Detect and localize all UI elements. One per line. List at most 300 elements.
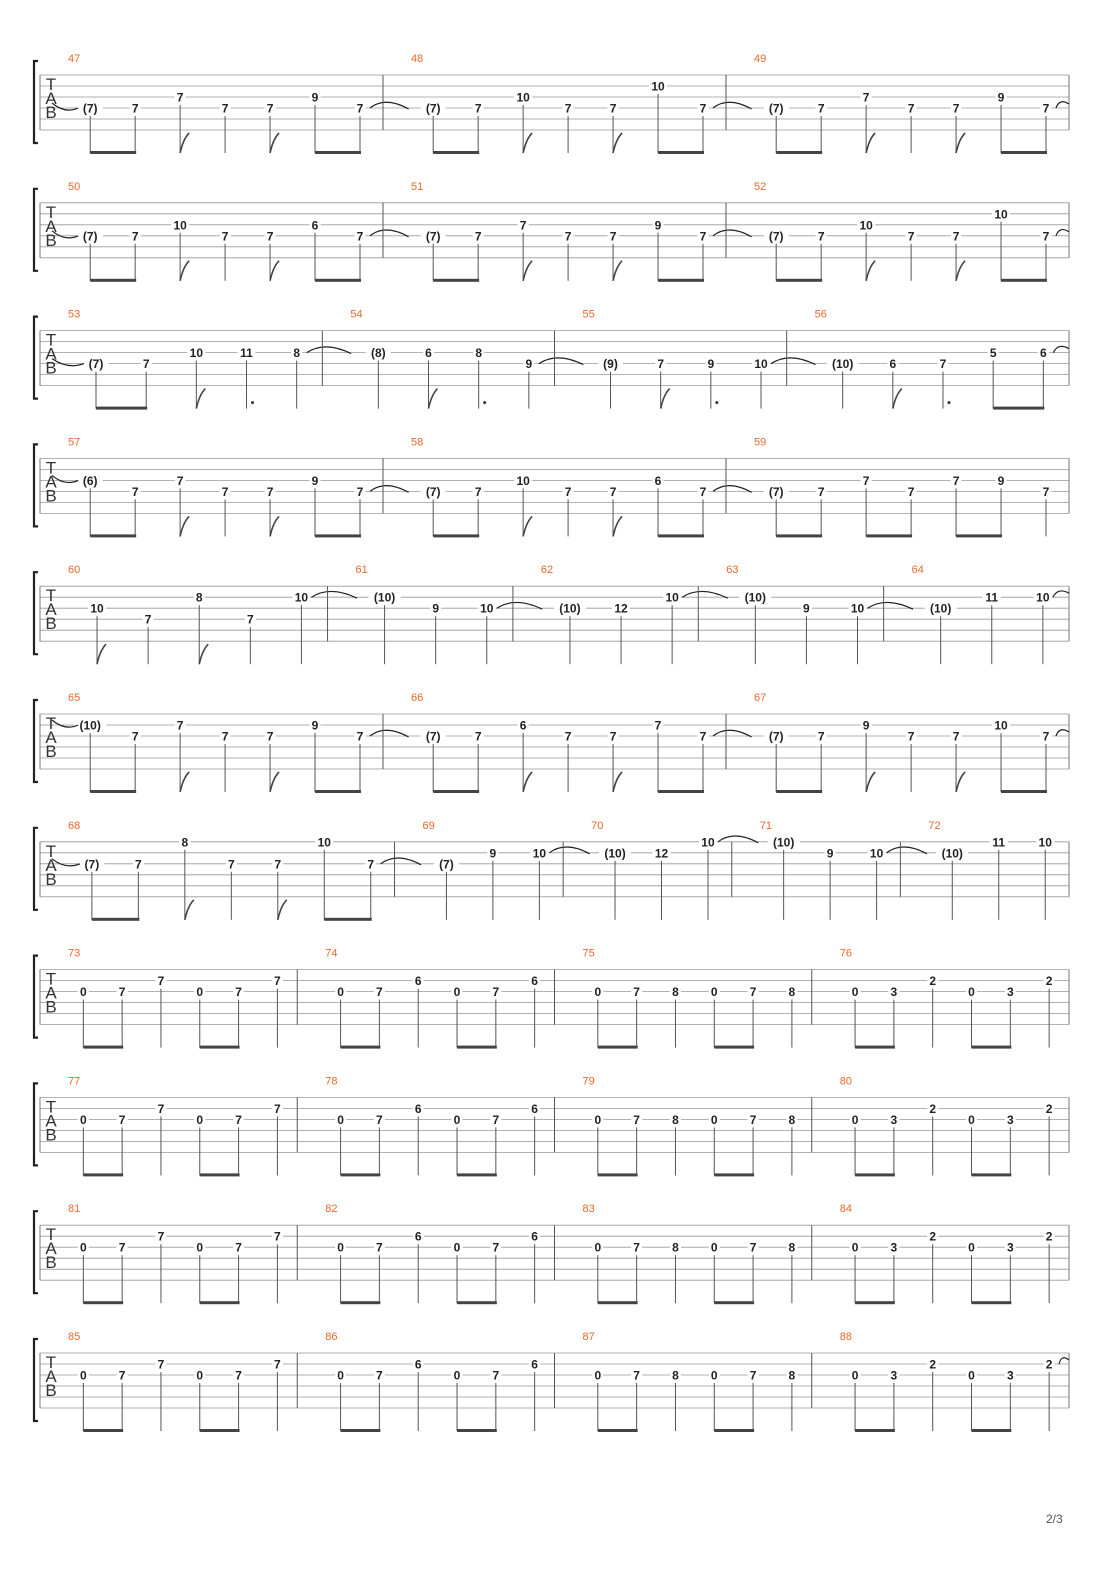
fret-number: 7 [356, 101, 364, 116]
fret-number: 7 [274, 1357, 281, 1372]
beam [341, 1301, 381, 1304]
note-flag [956, 261, 965, 281]
beam [433, 279, 479, 282]
beam [598, 1301, 638, 1304]
fret-number: 7 [221, 484, 229, 499]
beam [315, 534, 361, 537]
beam [457, 1173, 497, 1176]
fret-number: 7 [274, 1229, 281, 1244]
note-flag [523, 772, 532, 792]
fret-number: 10 [869, 846, 884, 861]
fret-number: 7 [1042, 229, 1050, 244]
tab-clef-letter: A [45, 1367, 57, 1386]
fret-number: 7 [749, 985, 757, 1000]
tab-clef-letter: T [45, 969, 57, 989]
fret-number: 7 [633, 1240, 640, 1255]
fret-number: 12 [614, 601, 628, 616]
beam [956, 534, 1002, 537]
fret-number: 8 [788, 985, 796, 1000]
fret-number: 2 [929, 1229, 937, 1244]
note-flag [278, 900, 287, 920]
tab-clef-letter: A [45, 472, 57, 492]
fret-number: (10) [79, 718, 101, 733]
fret-number: 8 [293, 346, 301, 361]
fret-number: 7 [749, 1112, 757, 1127]
measure-number: 75 [582, 947, 595, 960]
tab-clef-letter: A [45, 344, 57, 364]
fret-number: 7 [235, 1368, 242, 1383]
tie-arc [1059, 1358, 1069, 1364]
beam [658, 279, 704, 282]
measure-number: 88 [839, 1331, 852, 1343]
measure-number: 65 [68, 692, 81, 704]
fret-number: 0 [196, 1112, 204, 1127]
measure-number: 78 [325, 1075, 338, 1088]
fret-number: 7 [492, 1368, 500, 1383]
fret-number: 10 [1038, 835, 1052, 850]
beam [658, 534, 704, 537]
fret-number: 0 [79, 1368, 87, 1383]
fret-number: 7 [356, 484, 364, 499]
fret-number: 7 [221, 229, 229, 244]
tab-clef-letter: A [45, 216, 57, 236]
measure [900, 820, 1054, 920]
beam [855, 1173, 895, 1176]
fret-number: 3 [890, 1368, 898, 1383]
fret-number: 7 [817, 229, 825, 244]
fret-number: 7 [609, 229, 617, 244]
beam [315, 790, 361, 793]
fret-number: 0 [337, 1240, 344, 1255]
tab-clef-letter: T [45, 714, 57, 733]
beam [658, 151, 704, 154]
fret-number: 7 [367, 857, 375, 872]
beam [972, 1429, 1012, 1432]
tab-clef-letter: T [45, 1225, 57, 1245]
dot [948, 401, 951, 404]
note-flag [270, 516, 279, 536]
tab-clef-letter: A [45, 983, 57, 1003]
beam [200, 1046, 240, 1049]
fret-number: 7 [817, 729, 825, 744]
measure-number: 55 [582, 308, 595, 321]
fret-number: 2 [1045, 1229, 1053, 1244]
fret-number: (7) [84, 857, 100, 872]
measure [328, 564, 543, 664]
beam [96, 407, 147, 410]
fret-number: (7) [425, 484, 441, 499]
beam [433, 151, 479, 154]
measure [68, 948, 283, 1049]
fret-number: 7 [633, 1112, 640, 1127]
fret-number: 2 [1045, 1101, 1053, 1116]
fret-number: 7 [657, 357, 665, 372]
fret-number: (7) [768, 484, 784, 499]
fret-number: 8 [788, 1112, 796, 1127]
note-flag [523, 516, 532, 536]
fret-number: 0 [594, 1368, 602, 1383]
fret-number: 7 [749, 1368, 757, 1383]
measure [787, 309, 1069, 410]
dot [251, 401, 254, 404]
fret-number: 7 [1042, 101, 1050, 116]
tab-clef-letter: B [45, 997, 57, 1017]
fret-number: 9 [803, 601, 810, 616]
tab-system [34, 692, 1069, 793]
fret-number: 10 [516, 90, 530, 105]
fret-number: 7 [564, 101, 572, 116]
fret-number: 7 [227, 857, 235, 872]
measure-number: 53 [68, 308, 81, 321]
beam [83, 1429, 123, 1432]
beam [714, 1046, 754, 1049]
measure-number: 54 [350, 308, 363, 321]
fret-number: 7 [952, 101, 960, 116]
measure [555, 948, 798, 1049]
fret-number: 9 [311, 90, 319, 105]
measure-number: 67 [754, 692, 767, 704]
measure [563, 820, 758, 920]
tab-clef-letter: A [45, 855, 57, 875]
fret-number: 8 [672, 1240, 679, 1255]
tab-system [34, 820, 1069, 921]
fret-number: 0 [968, 1240, 975, 1255]
note-flag [866, 133, 875, 153]
fret-number: 7 [952, 229, 960, 244]
measure-number: 79 [582, 1075, 595, 1088]
fret-number: 10 [994, 718, 1008, 733]
tab-clef-letter: B [45, 1125, 57, 1145]
note-flag [866, 772, 875, 792]
fret-number: 11 [992, 835, 1006, 850]
measure-number: 50 [68, 180, 81, 193]
measure [297, 1203, 540, 1304]
measure-number: 52 [754, 180, 767, 193]
beam [200, 1301, 240, 1304]
note-flag [661, 389, 670, 409]
dot [483, 401, 486, 404]
beam [776, 534, 822, 537]
note-flag [180, 516, 189, 536]
fret-number: 7 [862, 90, 870, 105]
fret-number: 7 [118, 1240, 126, 1255]
fret-number: 6 [531, 974, 538, 989]
fret-number: 8 [195, 590, 203, 605]
fret-number: 7 [131, 484, 139, 499]
measure-number: 87 [582, 1331, 595, 1343]
fret-number: (10) [930, 601, 952, 616]
tab-clef-letter: B [45, 742, 57, 761]
fret-number: 7 [492, 1112, 500, 1127]
fret-number: 0 [594, 985, 602, 1000]
measure [322, 309, 583, 409]
beam [972, 1301, 1012, 1304]
note-flag [956, 772, 965, 792]
fret-number: (7) [768, 101, 784, 116]
fret-number: 7 [376, 985, 383, 1000]
measure [52, 309, 351, 410]
note-flag [196, 389, 205, 409]
tie-arc [1053, 346, 1069, 352]
beam [658, 790, 704, 793]
fret-number: 0 [453, 1240, 461, 1255]
fret-number: (7) [768, 229, 784, 244]
system-bracket [34, 700, 38, 782]
fret-number: 9 [489, 846, 497, 861]
fret-number: 2 [929, 1357, 937, 1372]
fret-number: 0 [968, 1368, 975, 1383]
fret-number: 0 [968, 1112, 975, 1127]
fret-number: 7 [492, 985, 500, 1000]
measure-number: 59 [754, 436, 767, 449]
beam [993, 407, 1044, 410]
fret-number: 0 [710, 1112, 718, 1127]
fret-number: 6 [531, 1101, 538, 1116]
fret-number: 9 [432, 601, 440, 616]
note-flag [613, 516, 622, 536]
fret-number: 0 [337, 1368, 344, 1383]
fret-number: 7 [907, 729, 915, 744]
tab-clef-letter: T [45, 586, 57, 606]
system-bracket [34, 189, 38, 271]
fret-number: 7 [376, 1112, 383, 1127]
fret-number: 9 [862, 718, 870, 733]
measure-number: 66 [411, 692, 424, 704]
fret-number: 7 [235, 985, 242, 1000]
fret-number: 7 [221, 729, 229, 744]
fret-number: 7 [157, 1229, 165, 1244]
fret-number: 7 [609, 729, 617, 744]
fret-number: (10) [559, 601, 581, 616]
fret-number: 0 [196, 985, 204, 1000]
beam [83, 1301, 123, 1304]
fret-number: 7 [862, 473, 870, 488]
fret-number: 8 [475, 346, 483, 361]
note-flag [185, 900, 194, 920]
tie-arc [1056, 230, 1069, 236]
beam [714, 1301, 754, 1304]
system-bracket [34, 1211, 38, 1293]
measure [68, 1075, 283, 1176]
beam [90, 790, 136, 793]
beam [855, 1301, 895, 1304]
beam [324, 918, 371, 921]
fret-number: 7 [907, 229, 915, 244]
measure [698, 564, 913, 664]
beam [776, 151, 822, 154]
measure-number: 83 [582, 1203, 595, 1216]
measure-number: 71 [759, 819, 773, 832]
measure [52, 181, 409, 282]
fret-number: 9 [997, 473, 1005, 488]
fret-number: 8 [672, 1112, 679, 1127]
beam [433, 790, 479, 793]
system-bracket [34, 828, 38, 910]
measure [812, 1075, 1055, 1176]
fret-number: 0 [196, 1368, 204, 1383]
measure [297, 948, 540, 1049]
note-flag [180, 133, 189, 153]
measure-number: 84 [839, 1203, 852, 1216]
fret-number: 10 [665, 590, 679, 605]
fret-number: 3 [890, 1240, 898, 1255]
measure [68, 564, 357, 664]
measure [884, 564, 1069, 664]
fret-number: 10 [532, 846, 547, 861]
fret-number: 6 [531, 1357, 538, 1372]
fret-number: 0 [851, 1112, 859, 1127]
system-bracket [34, 1083, 38, 1165]
note-flag [613, 133, 622, 153]
fret-number: (7) [82, 101, 98, 116]
tab-system [34, 564, 1069, 664]
fret-number: 0 [453, 1112, 461, 1127]
fret-number: 11 [985, 590, 999, 605]
beam [714, 1173, 754, 1176]
fret-number: (10) [831, 357, 854, 372]
tab-clef-letter: T [45, 1353, 57, 1372]
tab-system [34, 948, 1069, 1049]
measure-number: 57 [68, 436, 81, 449]
measure [726, 53, 1069, 154]
beam [598, 1046, 638, 1049]
fret-number: 7 [564, 229, 572, 244]
fret-number: 0 [851, 1240, 859, 1255]
fret-number: 7 [564, 484, 572, 499]
tab-clef-letter: A [45, 1239, 57, 1259]
note-flag [180, 772, 189, 792]
dot [715, 401, 718, 404]
fret-number: 7 [1042, 484, 1050, 499]
note-flag [429, 389, 438, 409]
beam [972, 1173, 1012, 1176]
fret-number: (10) [941, 846, 963, 861]
fret-number: 7 [266, 484, 274, 499]
beam [200, 1173, 240, 1176]
measure-number: 58 [411, 436, 424, 449]
measure [52, 436, 409, 537]
measure [555, 1203, 798, 1304]
fret-number: (10) [604, 846, 626, 861]
measure [513, 564, 728, 664]
measure-number: 51 [411, 180, 424, 193]
tab-clef-letter: B [45, 103, 57, 122]
fret-number: 3 [1006, 1368, 1014, 1383]
fret-number: 7 [235, 1240, 242, 1255]
measure [812, 1203, 1055, 1304]
fret-number: 2 [1045, 974, 1053, 989]
fret-number: 7 [492, 1240, 500, 1255]
fret-number: 9 [707, 357, 715, 372]
fret-number: 10 [480, 601, 494, 616]
fret-number: (7) [88, 357, 104, 372]
tab-clef-letter: A [45, 89, 57, 108]
measure-number: 86 [325, 1331, 338, 1343]
fret-number: 7 [699, 729, 707, 744]
measure [383, 181, 752, 282]
beam [341, 1046, 381, 1049]
fret-number: 7 [699, 101, 707, 116]
beam [341, 1173, 381, 1176]
beam [457, 1429, 497, 1432]
note-flag [199, 644, 208, 664]
measure-number: 73 [68, 947, 81, 960]
fret-number: 7 [474, 229, 482, 244]
fret-number: 8 [181, 835, 189, 850]
fret-number: 7 [274, 1101, 281, 1116]
fret-number: 3 [890, 985, 898, 1000]
measure-number: 48 [411, 53, 424, 65]
fret-number: (7) [768, 729, 784, 744]
system-bracket [34, 572, 38, 654]
fret-number: 7 [356, 229, 364, 244]
fret-number: 7 [221, 101, 229, 116]
fret-number: 8 [672, 985, 679, 1000]
measure [297, 1075, 540, 1176]
fret-number: 7 [376, 1240, 383, 1255]
fret-number: 6 [425, 346, 432, 361]
tab-system [34, 1075, 1069, 1176]
tie-arc [1056, 730, 1069, 736]
fret-number: 5 [989, 346, 997, 361]
measure-number: 72 [928, 819, 941, 832]
measure-number: 62 [540, 564, 554, 577]
measure [812, 1331, 1069, 1432]
fret-number: 7 [474, 484, 482, 499]
fret-number: 7 [157, 1101, 165, 1116]
fret-number: 10 [850, 601, 865, 616]
fret-number: 7 [907, 484, 915, 499]
measure-number: 60 [68, 564, 81, 577]
fret-number: 7 [817, 101, 825, 116]
fret-number: 2 [929, 974, 937, 989]
beam [972, 1046, 1012, 1049]
fret-number: 10 [859, 218, 873, 233]
beam [83, 1173, 123, 1176]
fret-number: 7 [246, 612, 254, 627]
measure-number: 68 [68, 819, 81, 832]
fret-number: 0 [594, 1240, 602, 1255]
fret-number: 7 [952, 473, 960, 488]
measure [555, 1331, 798, 1432]
tab-clef-letter: B [45, 614, 57, 634]
measure [726, 181, 1069, 282]
fret-number: 7 [144, 612, 152, 627]
fret-number: 7 [907, 101, 915, 116]
measure [383, 692, 752, 793]
fret-number: 10 [994, 207, 1008, 222]
beam [92, 918, 139, 921]
measure-number: 81 [68, 1203, 81, 1216]
fret-number: 6 [519, 718, 527, 733]
fret-number: 0 [594, 1112, 602, 1127]
fret-number: (7) [439, 857, 454, 872]
measure-number: 77 [68, 1075, 81, 1088]
note-flag [956, 133, 965, 153]
fret-number: (7) [425, 729, 441, 744]
fret-number: (7) [425, 229, 441, 244]
fret-number: 7 [1042, 729, 1050, 744]
fret-number: 0 [710, 1368, 718, 1383]
fret-number: 7 [266, 101, 274, 116]
fret-number: 7 [157, 1357, 165, 1372]
beam [714, 1429, 754, 1432]
fret-number: 6 [414, 1101, 422, 1116]
fret-number: 10 [516, 473, 530, 488]
fret-number: (7) [425, 101, 441, 116]
measure [395, 820, 590, 920]
measure-number: 69 [422, 819, 435, 832]
